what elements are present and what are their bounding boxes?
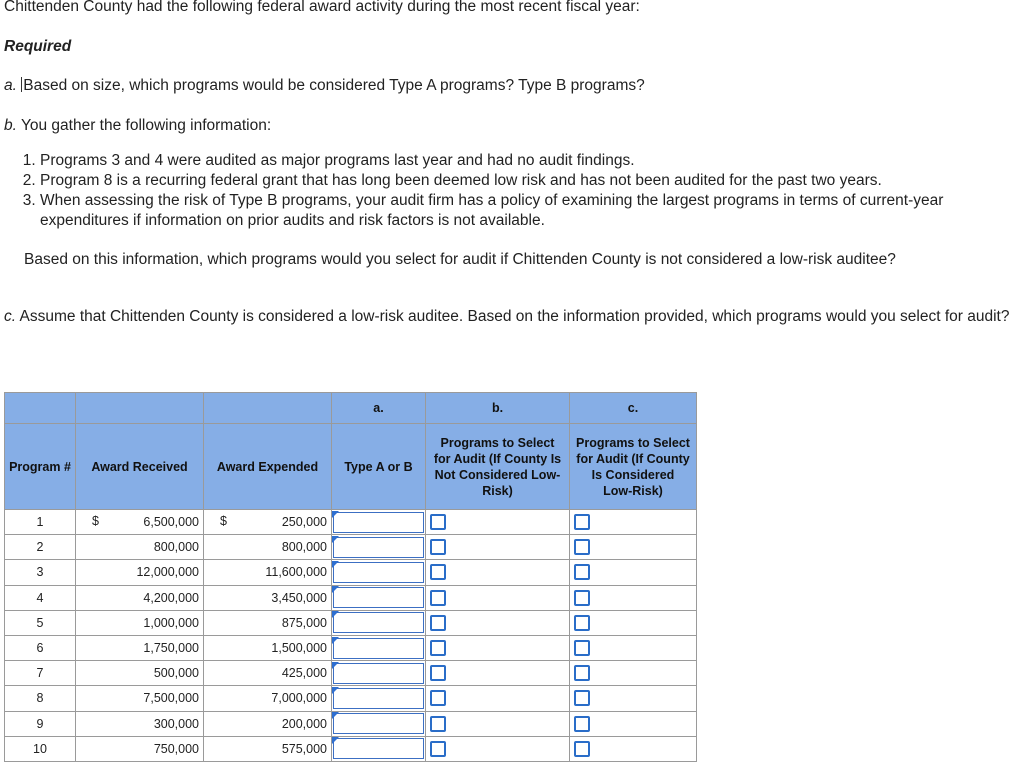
header-blank (5, 393, 76, 424)
dropdown-marker-icon (332, 662, 339, 669)
type-input-cell (332, 661, 426, 686)
info-item: 2. Program 8 is a recurring federal grant that has long been deemed low risk and has not been audited for the past two years. (40, 171, 1015, 191)
federal-award-table (4, 392, 697, 762)
award-expended-cell (204, 585, 332, 610)
table-row (5, 610, 697, 635)
part-a-label: a. (4, 77, 17, 94)
program-number: 6 (5, 635, 76, 660)
table-row (5, 560, 697, 585)
select-c-checkbox[interactable] (574, 615, 590, 631)
select-b-cell (426, 661, 570, 686)
program-number: 1 (5, 510, 76, 535)
group-header-a: a. (332, 393, 426, 424)
select-b-cell (426, 610, 570, 635)
type-input-cell (332, 711, 426, 736)
type-a-or-b-input[interactable] (333, 663, 424, 684)
award-expended-value: 575,000 (281, 741, 327, 756)
table-row (5, 510, 697, 535)
col-header-program: Program # (5, 424, 76, 510)
part-b-text: You gather the following information: (20, 117, 272, 134)
select-b-checkbox[interactable] (430, 665, 446, 681)
select-b-checkbox[interactable] (430, 640, 446, 656)
col-header-select-b: Programs to Select for Audit (If County Is Not Considered Low-Risk) (426, 424, 570, 510)
part-c-label: c. (4, 308, 17, 325)
select-c-checkbox[interactable] (574, 640, 590, 656)
select-c-checkbox[interactable] (574, 514, 590, 530)
table-body (5, 510, 697, 762)
award-received-value: 4,200,000 (143, 590, 199, 605)
table-row (5, 661, 697, 686)
award-expended-cell (204, 711, 332, 736)
select-c-checkbox[interactable] (574, 564, 590, 580)
info-item: 1. Programs 3 and 4 were audited as major programs last year and had no audit findings. (40, 151, 1015, 171)
dropdown-marker-icon (332, 637, 339, 644)
select-b-checkbox[interactable] (430, 590, 446, 606)
award-expended-value: 1,500,000 (271, 641, 327, 656)
award-expended-value: 800,000 (281, 540, 327, 555)
award-received-value: 800,000 (153, 540, 199, 555)
select-b-cell (426, 635, 570, 660)
select-c-checkbox[interactable] (574, 665, 590, 681)
award-received-value: 300,000 (153, 716, 199, 731)
header-blank (204, 393, 332, 424)
part-a-text: Based on size, which programs would be considered Type A programs? Type B programs? (23, 77, 645, 94)
col-header-type: Type A or B (332, 424, 426, 510)
select-b-cell (426, 510, 570, 535)
award-expended-cell (204, 635, 332, 660)
program-number: 10 (5, 736, 76, 761)
select-b-checkbox[interactable] (430, 564, 446, 580)
col-header-select-c: Programs to Select for Audit (If County Is Considered Low-Risk) (570, 424, 697, 510)
select-c-cell (570, 661, 697, 686)
select-c-cell (570, 585, 697, 610)
part-b-label: b. (4, 117, 17, 134)
award-expended-cell (204, 686, 332, 711)
program-number: 4 (5, 585, 76, 610)
type-a-or-b-input[interactable] (333, 587, 424, 608)
group-header-b: b. (426, 393, 570, 424)
type-input-cell (332, 510, 426, 535)
dropdown-marker-icon (332, 687, 339, 694)
table-row (5, 535, 697, 560)
award-received-value: 500,000 (153, 666, 199, 681)
part-a-question (4, 76, 645, 96)
select-b-checkbox[interactable] (430, 741, 446, 757)
select-c-checkbox[interactable] (574, 716, 590, 732)
type-input-cell (332, 610, 426, 635)
select-b-cell (426, 736, 570, 761)
award-expended-value: 875,000 (281, 615, 327, 630)
table-row (5, 736, 697, 761)
select-b-checkbox[interactable] (430, 690, 446, 706)
select-c-cell (570, 510, 697, 535)
program-number: 2 (5, 535, 76, 560)
table-row (5, 686, 697, 711)
required-heading: Required (4, 38, 72, 55)
award-expended-value: 200,000 (281, 716, 327, 731)
select-c-cell (570, 535, 697, 560)
header-blank (76, 393, 204, 424)
dropdown-marker-icon (332, 511, 339, 518)
select-b-cell (426, 686, 570, 711)
col-header-expended: Award Expended (204, 424, 332, 510)
type-a-or-b-input[interactable] (333, 537, 424, 558)
award-received-value: 750,000 (153, 741, 199, 756)
dropdown-marker-icon (332, 611, 339, 618)
info-item: 3. When assessing the risk of Type B programs, your audit firm has a policy of examining the largest programs in terms of current-year expenditures if information on prior audits and risk factors is not available. (40, 191, 1015, 231)
type-input-cell (332, 635, 426, 660)
type-a-or-b-input[interactable] (333, 738, 424, 759)
select-b-checkbox[interactable] (430, 514, 446, 530)
award-received-cell (76, 510, 204, 535)
award-received-cell (76, 711, 204, 736)
type-a-or-b-input[interactable] (333, 512, 424, 533)
currency-symbol: $ (220, 514, 227, 528)
dropdown-marker-icon (332, 561, 339, 568)
currency-symbol: $ (92, 514, 99, 528)
select-c-cell (570, 610, 697, 635)
dropdown-marker-icon (332, 586, 339, 593)
award-received-cell (76, 585, 204, 610)
program-number: 3 (5, 560, 76, 585)
type-a-or-b-input[interactable] (333, 688, 424, 709)
table-row (5, 711, 697, 736)
award-received-value: 1,000,000 (143, 615, 199, 630)
award-expended-value: 7,000,000 (271, 691, 327, 706)
select-c-checkbox[interactable] (574, 690, 590, 706)
award-received-value: 7,500,000 (143, 691, 199, 706)
dropdown-marker-icon (332, 737, 339, 744)
program-number: 9 (5, 711, 76, 736)
type-a-or-b-input[interactable] (333, 562, 424, 583)
intro-text: Chittenden County had the following federal award activity during the most recent fiscal year: (4, 0, 640, 15)
select-c-cell (570, 686, 697, 711)
award-expended-cell (204, 661, 332, 686)
select-c-cell (570, 736, 697, 761)
select-b-cell (426, 560, 570, 585)
type-input-cell (332, 585, 426, 610)
select-c-cell (570, 560, 697, 585)
type-input-cell (332, 736, 426, 761)
award-expended-cell (204, 736, 332, 761)
select-b-checkbox[interactable] (430, 716, 446, 732)
award-received-cell (76, 661, 204, 686)
type-a-or-b-input[interactable] (333, 713, 424, 734)
information-list (20, 151, 1015, 231)
table-row (5, 635, 697, 660)
part-b-intro (4, 116, 271, 136)
award-expended-value: 11,600,000 (265, 565, 327, 580)
award-received-cell (76, 736, 204, 761)
award-received-value: 12,000,000 (136, 565, 199, 580)
select-c-checkbox[interactable] (574, 590, 590, 606)
select-c-cell (570, 635, 697, 660)
award-expended-cell (204, 610, 332, 635)
program-number: 5 (5, 610, 76, 635)
type-a-or-b-input[interactable] (333, 612, 424, 633)
award-expended-cell (204, 560, 332, 585)
award-expended-cell (204, 535, 332, 560)
part-c-text: Assume that Chittenden County is considered a low-risk auditee. Based on the information provided, which programs would you select for audit? (19, 308, 1010, 325)
dropdown-marker-icon (332, 536, 339, 543)
select-c-cell (570, 711, 697, 736)
award-received-cell (76, 560, 204, 585)
type-a-or-b-input[interactable] (333, 638, 424, 659)
select-b-cell (426, 535, 570, 560)
part-c-question (4, 307, 1016, 327)
program-number: 7 (5, 661, 76, 686)
award-received-cell (76, 635, 204, 660)
select-b-cell (426, 711, 570, 736)
col-header-received: Award Received (76, 424, 204, 510)
type-input-cell (332, 535, 426, 560)
award-received-cell (76, 686, 204, 711)
dropdown-marker-icon (332, 712, 339, 719)
table-row (5, 585, 697, 610)
award-expended-value: 425,000 (281, 666, 327, 681)
select-b-checkbox[interactable] (430, 539, 446, 555)
award-expended-cell (204, 510, 332, 535)
type-input-cell (332, 560, 426, 585)
award-received-value: 1,750,000 (143, 641, 199, 656)
award-received-cell (76, 610, 204, 635)
select-c-checkbox[interactable] (574, 539, 590, 555)
group-header-c: c. (570, 393, 697, 424)
type-input-cell (332, 686, 426, 711)
award-received-cell (76, 535, 204, 560)
select-c-checkbox[interactable] (574, 741, 590, 757)
award-received-value: 6,500,000 (143, 515, 199, 530)
program-number: 8 (5, 686, 76, 711)
select-b-cell (426, 585, 570, 610)
award-expended-value: 3,450,000 (271, 590, 327, 605)
part-b-question: Based on this information, which programs would you select for audit if Chittenden County is not considered a low-risk auditee? (24, 251, 896, 268)
award-expended-value: 250,000 (281, 515, 327, 530)
select-b-checkbox[interactable] (430, 615, 446, 631)
